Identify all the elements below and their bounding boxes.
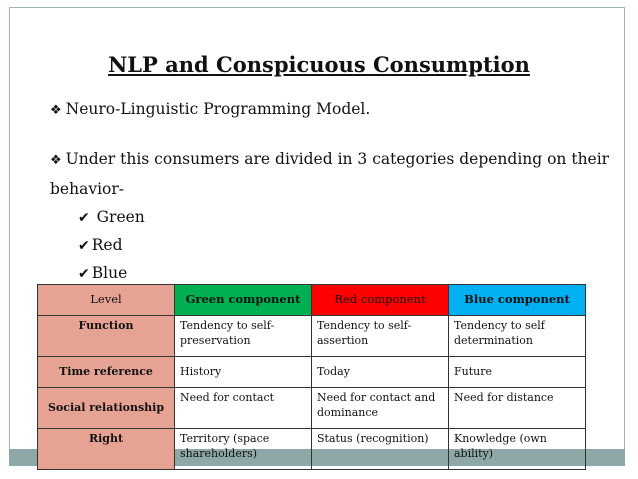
table-cell: Tendency to self-preservation [175,316,312,357]
header-level: Level [38,285,175,316]
row-label: Social relationship [38,388,175,429]
subitem-label: Blue [91,264,128,282]
bullet-nlp-model [50,100,370,118]
table-row [38,316,586,357]
row-label: Function [38,316,175,357]
table-cell: History [175,357,312,388]
subitem-green [78,208,145,226]
table-cell: Today [312,357,449,388]
table-cell: Need for distance [449,388,586,429]
diamond-bullet-icon: ❖ [50,153,62,168]
table-cell: Need for contact [175,388,312,429]
row-label: Time reference [38,357,175,388]
nlp-components-table [37,284,586,470]
header-green: Green component [175,285,312,316]
checkmark-icon: ✔ [78,266,90,282]
checkmark-icon: ✔ [78,238,90,254]
diamond-bullet-icon: ❖ [50,103,62,118]
table-row [38,429,586,470]
slide-title: NLP and Conspicuous Consumption [108,52,530,77]
table-header-row [38,285,586,316]
table-cell: Status (recognition) [312,429,449,470]
bullet-text: Neuro-Linguistic Programming Model. [65,100,371,118]
subitem-red [78,236,123,254]
checkmark-icon: ✔ [78,210,90,226]
table-row [38,357,586,388]
table-cell: Future [449,357,586,388]
table-cell: Knowledge (own ability) [449,429,586,470]
bullet-categories [50,150,609,168]
table-cell: Need for contact and dominance [312,388,449,429]
subitem-blue [78,264,127,282]
subitem-label: Green [96,208,145,226]
table-cell: Tendency to self determination [449,316,586,357]
header-blue: Blue component [449,285,586,316]
table-row [38,388,586,429]
table-cell: Tendency to self-assertion [312,316,449,357]
bullet-text: Under this consumers are divided in 3 categories depending on their [65,150,610,168]
row-label: Right [38,429,175,470]
header-red: Red component [312,285,449,316]
subitem-label: Red [91,236,123,254]
bullet-categories-continued: behavior- [50,180,125,198]
table-cell: Territory (space shareholders) [175,429,312,470]
